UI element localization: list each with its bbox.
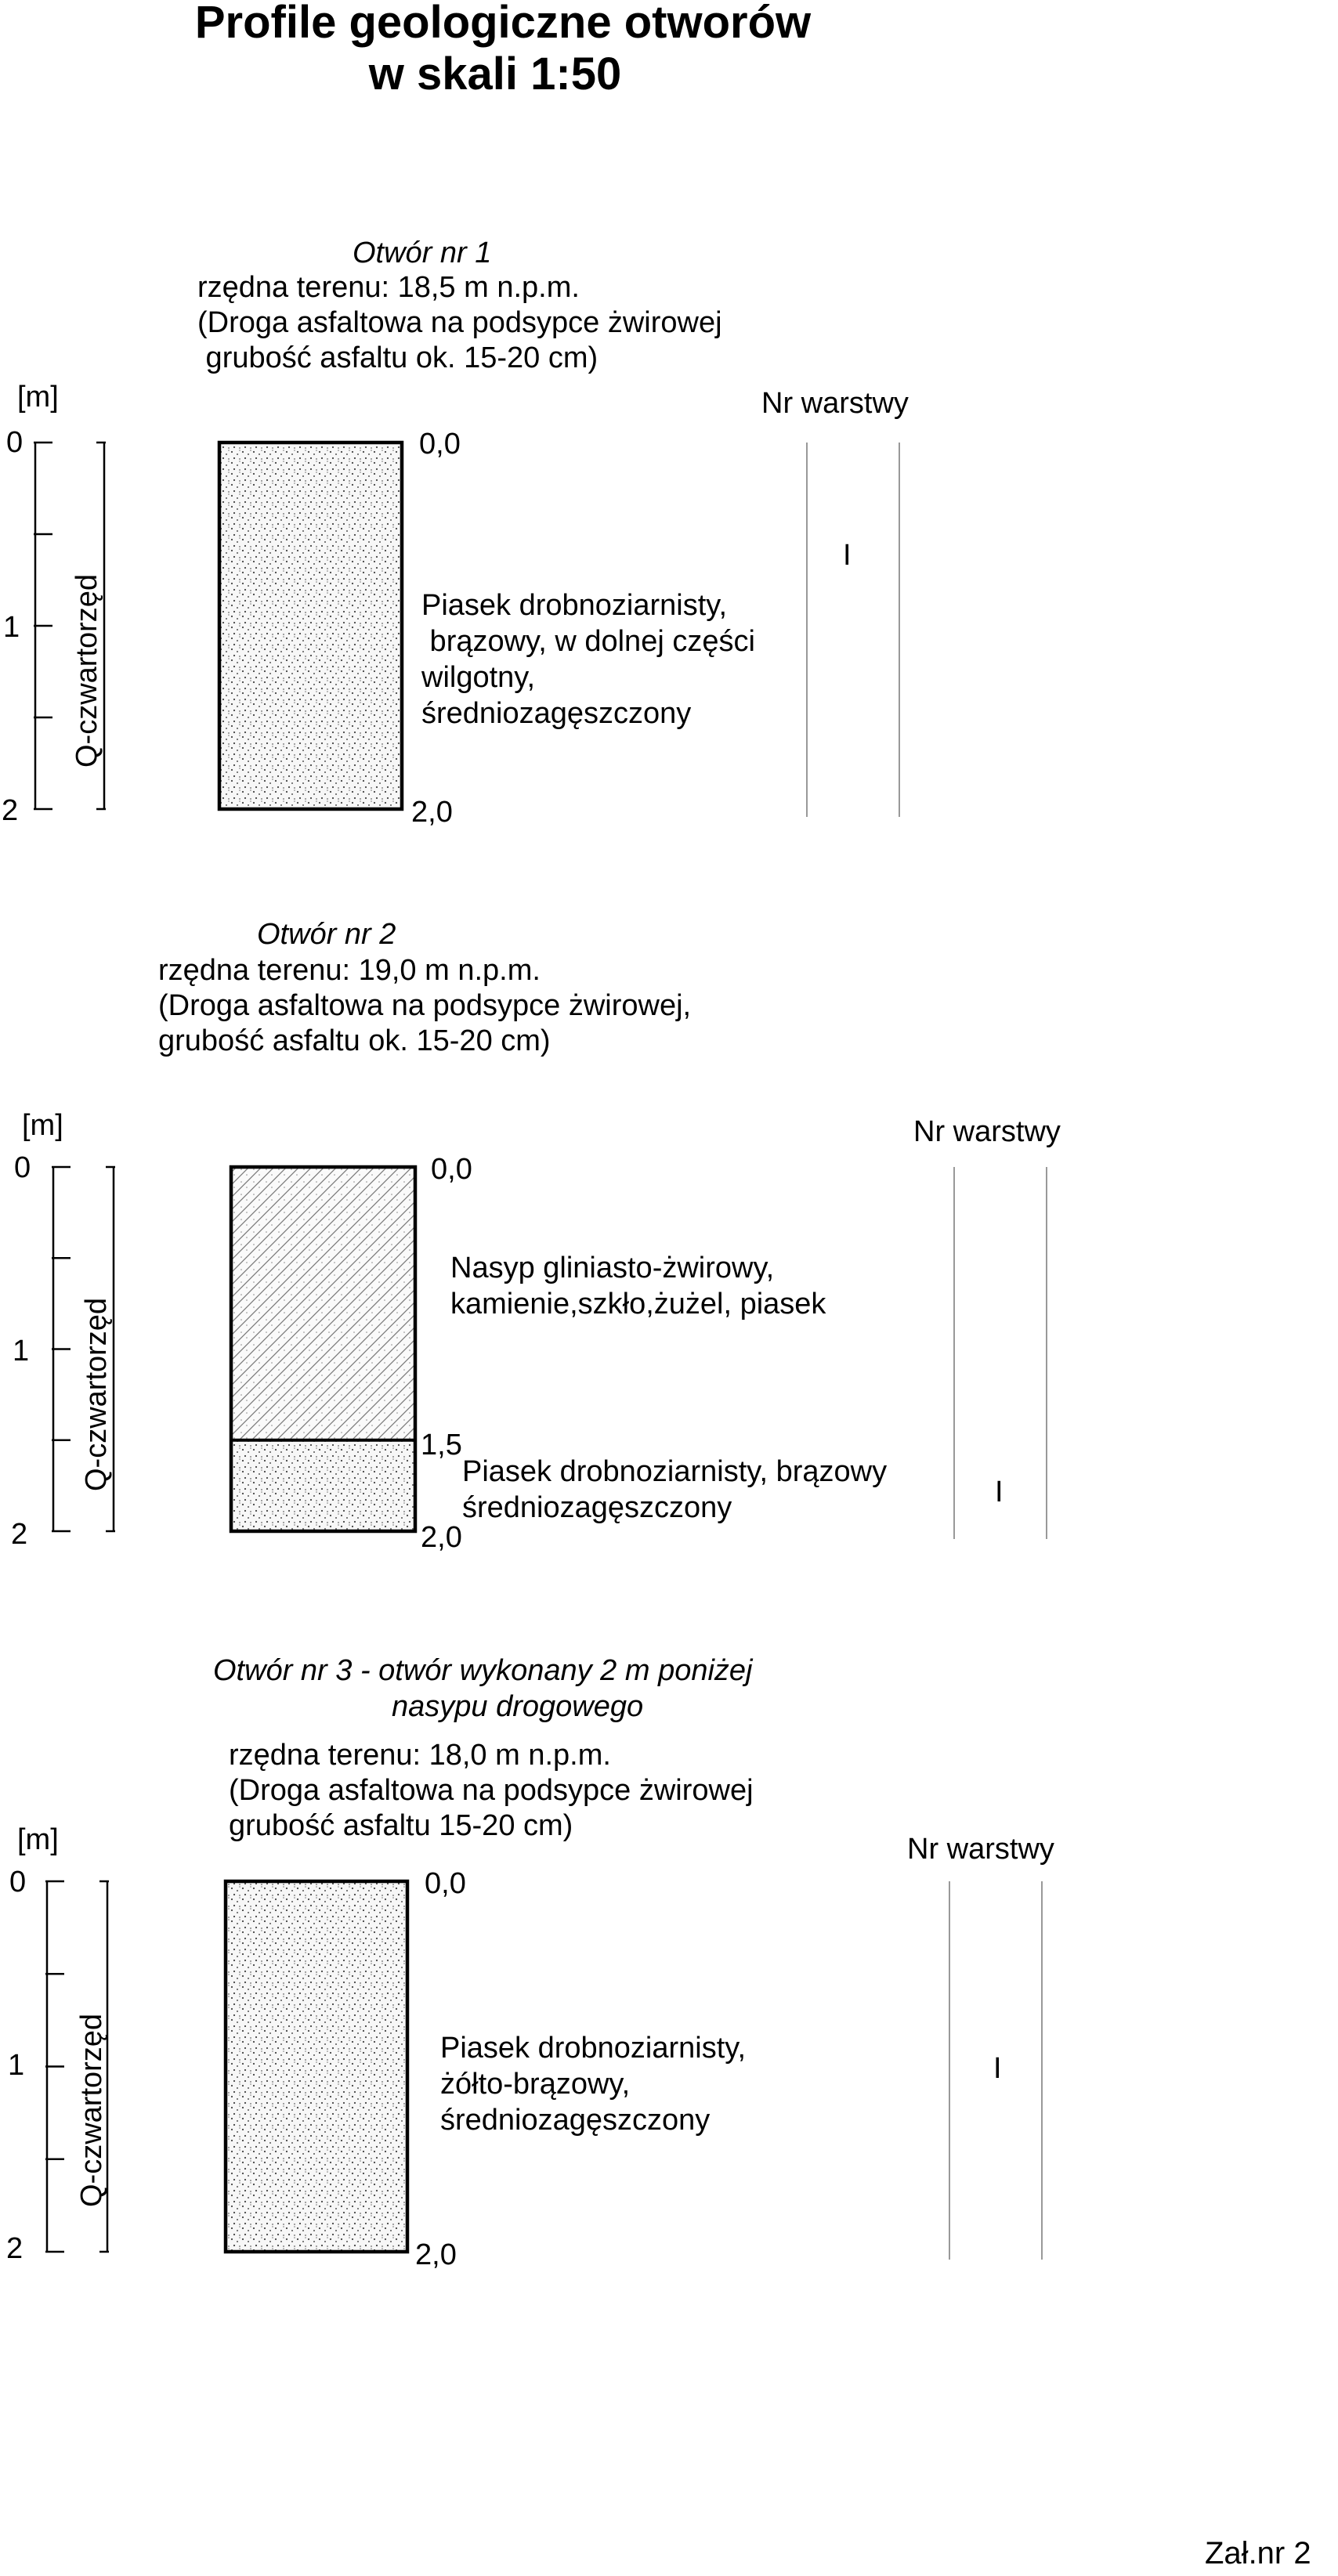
hole-3-layer-1-pattern [226,1881,407,2252]
hole-2-tick-2: 2 [11,1518,28,1551]
hole-2-layer-2-bottom: 2,0 [421,1521,462,1554]
hole-3-layer-1-number: I [993,2052,1002,2085]
hole-2-stratigraphy: Q-czwartorzęd [80,1297,113,1491]
hole-1-stratigraphy: Q-czwartorzęd [71,573,103,768]
hole-2-layer-2-desc-line1: Piasek drobnoziarnisty, brązowy [462,1455,888,1488]
hole-2-layer-1-top: 0,0 [431,1153,472,1186]
hole-2-layer-no-header: Nr warstwy [913,1115,1061,1148]
hole-2-layer-1-description [450,1250,826,1322]
hole-3-name: Otwór nr 3 - otwór wykonany 2 m poniżej [213,1654,753,1687]
hole-3-note-line2: grubość asfaltu 15-20 cm) [229,1809,573,1842]
hole-3-tick-2: 2 [6,2232,24,2265]
hole-3-layer-1-description [440,2030,746,2138]
hole-1-layer-1-desc-line3: wilgotny, [421,661,536,694]
hole-3-layer-no-header: Nr warstwy [907,1833,1054,1866]
hole-3-tick-0: 0 [9,1866,27,1899]
hole-1-note-line1: (Droga asfaltowa na podsypce żwirowej [197,306,722,339]
hole-1-layer-1-desc-line2: brązowy, w dolnej części [421,625,755,658]
hole-3-layer-1-desc-line2: żółto-brązowy, [440,2068,631,2101]
hole-2-elevation: rzędna terenu: 19,0 m n.p.m. [158,954,541,987]
page-title-line1: Profile geologiczne otworów [194,0,812,48]
hole-2-layer-1-bottom: 1,5 [421,1429,462,1461]
hole-1-note-line2: grubość asfaltu ok. 15-20 cm) [197,341,598,374]
hole-3-name-line2: nasypu drogowego [392,1690,644,1723]
hole-2-tick-0: 0 [14,1151,31,1184]
hole-2-layer-2-pattern [231,1440,415,1531]
hole-3-layer-1-bottom: 2,0 [415,2238,457,2271]
annex-label: Zał.nr 2 [1205,2536,1311,2571]
hole-3-note-line1: (Droga asfaltowa na podsypce żwirowej [229,1774,754,1807]
hole-3-layer-1-desc-line1: Piasek drobnoziarnisty, [440,2032,747,2065]
hole-2-layer-1-pattern [231,1167,415,1440]
hole-3-elevation: rzędna terenu: 18,0 m n.p.m. [229,1739,611,1772]
hole-3-tick-1: 1 [8,2049,25,2082]
hole-1-depth-unit: [m] [17,381,59,414]
hole-1-elevation: rzędna terenu: 18,5 m n.p.m. [197,271,580,304]
hole-1-tick-0: 0 [6,426,24,459]
hole-1-name: Otwór nr 1 [353,237,492,269]
hole-1-layer-1-desc-line4: średniozagęszczony [421,697,692,730]
hole-2-layer-2-number: I [995,1476,1004,1508]
hole-2-depth-unit: [m] [22,1109,63,1142]
hole-3-stratigraphy: Q-czwartorzęd [75,2013,108,2207]
hole-2-tick-1: 1 [13,1335,30,1367]
hole-2-layer-2-description [462,1454,887,1526]
hole-1-tick-2: 2 [2,794,19,827]
hole-1-layer-1-bottom: 2,0 [411,796,453,829]
hole-1-tick-1: 1 [3,611,20,644]
hole-2-note-line2: grubość asfaltu ok. 15-20 cm) [158,1024,551,1057]
hole-3-layer-1-top: 0,0 [425,1867,466,1900]
hole-1-layer-1-pattern [219,443,402,809]
hole-1-layer-1-description [421,587,755,732]
hole-2-note-line1: (Droga asfaltowa na podsypce żwirowej, [158,989,692,1022]
hole-1-layer-no-header: Nr warstwy [761,387,909,420]
hole-2-layer-2-desc-line2: średniozagęszczony [462,1491,732,1524]
hole-2-name: Otwór nr 2 [257,918,396,951]
hole-2-layer-1-desc-line1: Nasyp gliniasto-żwirowy, [450,1252,775,1284]
hole-1-layer-1-desc-line1: Piasek drobnoziarnisty, [421,589,728,622]
hole-1-layer-1-top: 0,0 [419,428,461,461]
hole-3-depth-unit: [m] [17,1823,59,1856]
hole-3-layer-1-desc-line3: średniozagęszczony [440,2104,711,2137]
hole-1-layer-1-number: I [843,539,852,572]
page-title-line2: w skali 1:50 [368,49,622,99]
hole-2-layer-1-desc-line2: kamienie,szkło,żużel, piasek [450,1288,826,1321]
